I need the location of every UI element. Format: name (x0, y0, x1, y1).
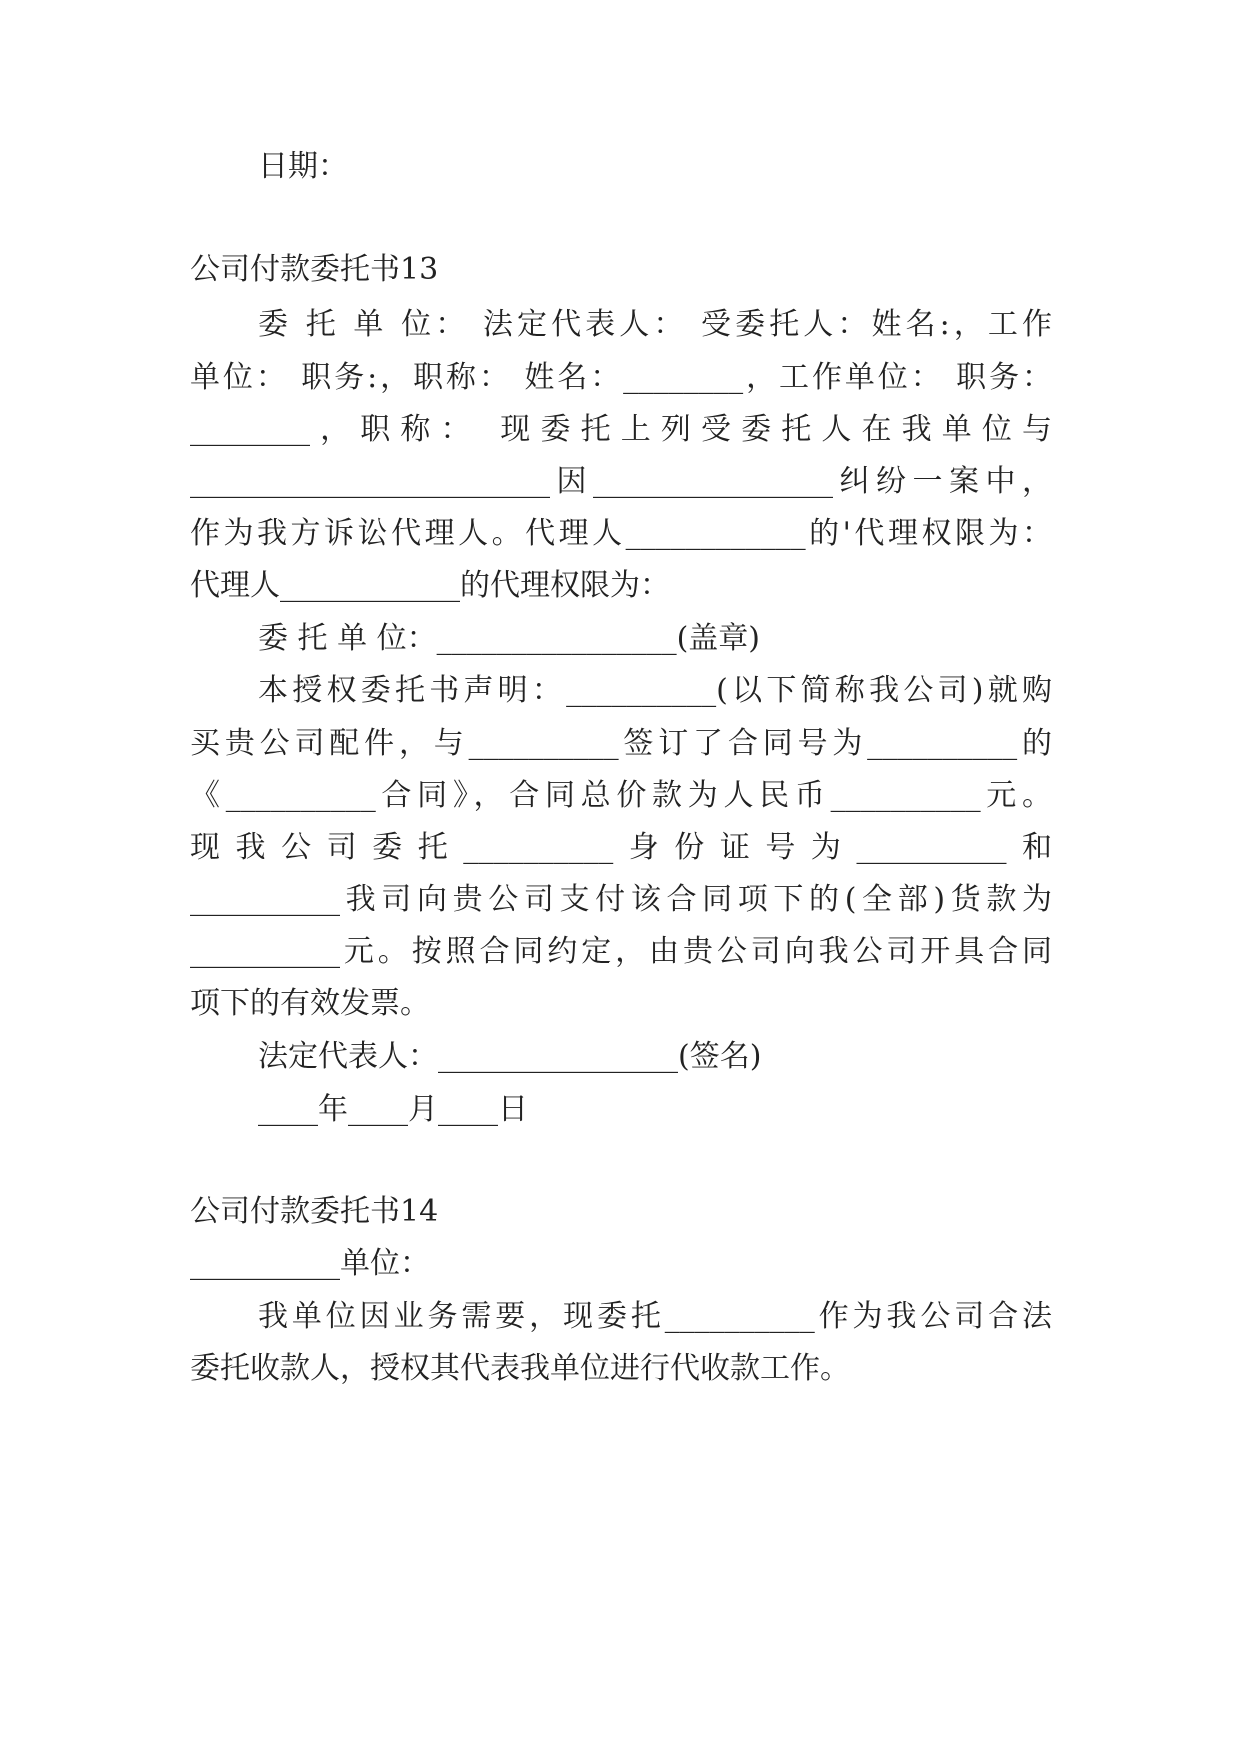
paragraph-line: ________________________因________________纠纷一案中， (190, 464, 1052, 499)
paragraph-line: ________，职称： 现委托上列受委托人在我单位与 (190, 412, 1052, 447)
paragraph-line: 买贵公司配件，与__________签订了合同号为__________的 (190, 726, 1052, 761)
section-14-title: 公司付款委托书14 (190, 1194, 439, 1229)
paragraph-line: 《__________合同》，合同总价款为人民币__________元。 (190, 778, 1052, 813)
paragraph-line: 本授权委托书声明：__________(以下简称我公司)就购 (258, 673, 1052, 708)
paragraph-line: 单位： 职务:，职称： 姓名：________，工作单位： 职务： (190, 360, 1052, 395)
paragraph-line: 代理人____________的代理权限为： (190, 568, 670, 603)
paragraph-line: __________单位： (190, 1246, 430, 1281)
signature-line: 法定代表人：________________(签名) (258, 1039, 762, 1074)
paragraph-line: 委托收款人，授权其代表我单位进行代收款工作。 (190, 1351, 850, 1386)
paragraph-line: 委 托 单 位： 法定代表人： 受委托人：姓名:，工作 (258, 307, 1052, 342)
seal-line: 委 托 单 位：________________(盖章) (258, 621, 761, 656)
paragraph-line: __________我司向贵公司支付该合同项下的(全部)货款为 (190, 882, 1052, 917)
paragraph-line: 作为我方诉讼代理人。代理人____________的'代理权限为： (190, 516, 1052, 551)
paragraph-line: __________元。按照合同约定，由贵公司向我公司开具合同 (190, 934, 1052, 969)
section-13-title: 公司付款委托书13 (190, 252, 439, 287)
paragraph-line: 现我公司委托__________身份证号为__________和 (190, 830, 1052, 865)
paragraph-line: 我单位因业务需要，现委托__________作为我公司合法 (258, 1299, 1052, 1334)
date-blank-line: ____年____月____日 (258, 1092, 528, 1127)
date-line: 日期： (258, 149, 348, 184)
paragraph-line: 项下的有效发票。 (190, 986, 430, 1021)
